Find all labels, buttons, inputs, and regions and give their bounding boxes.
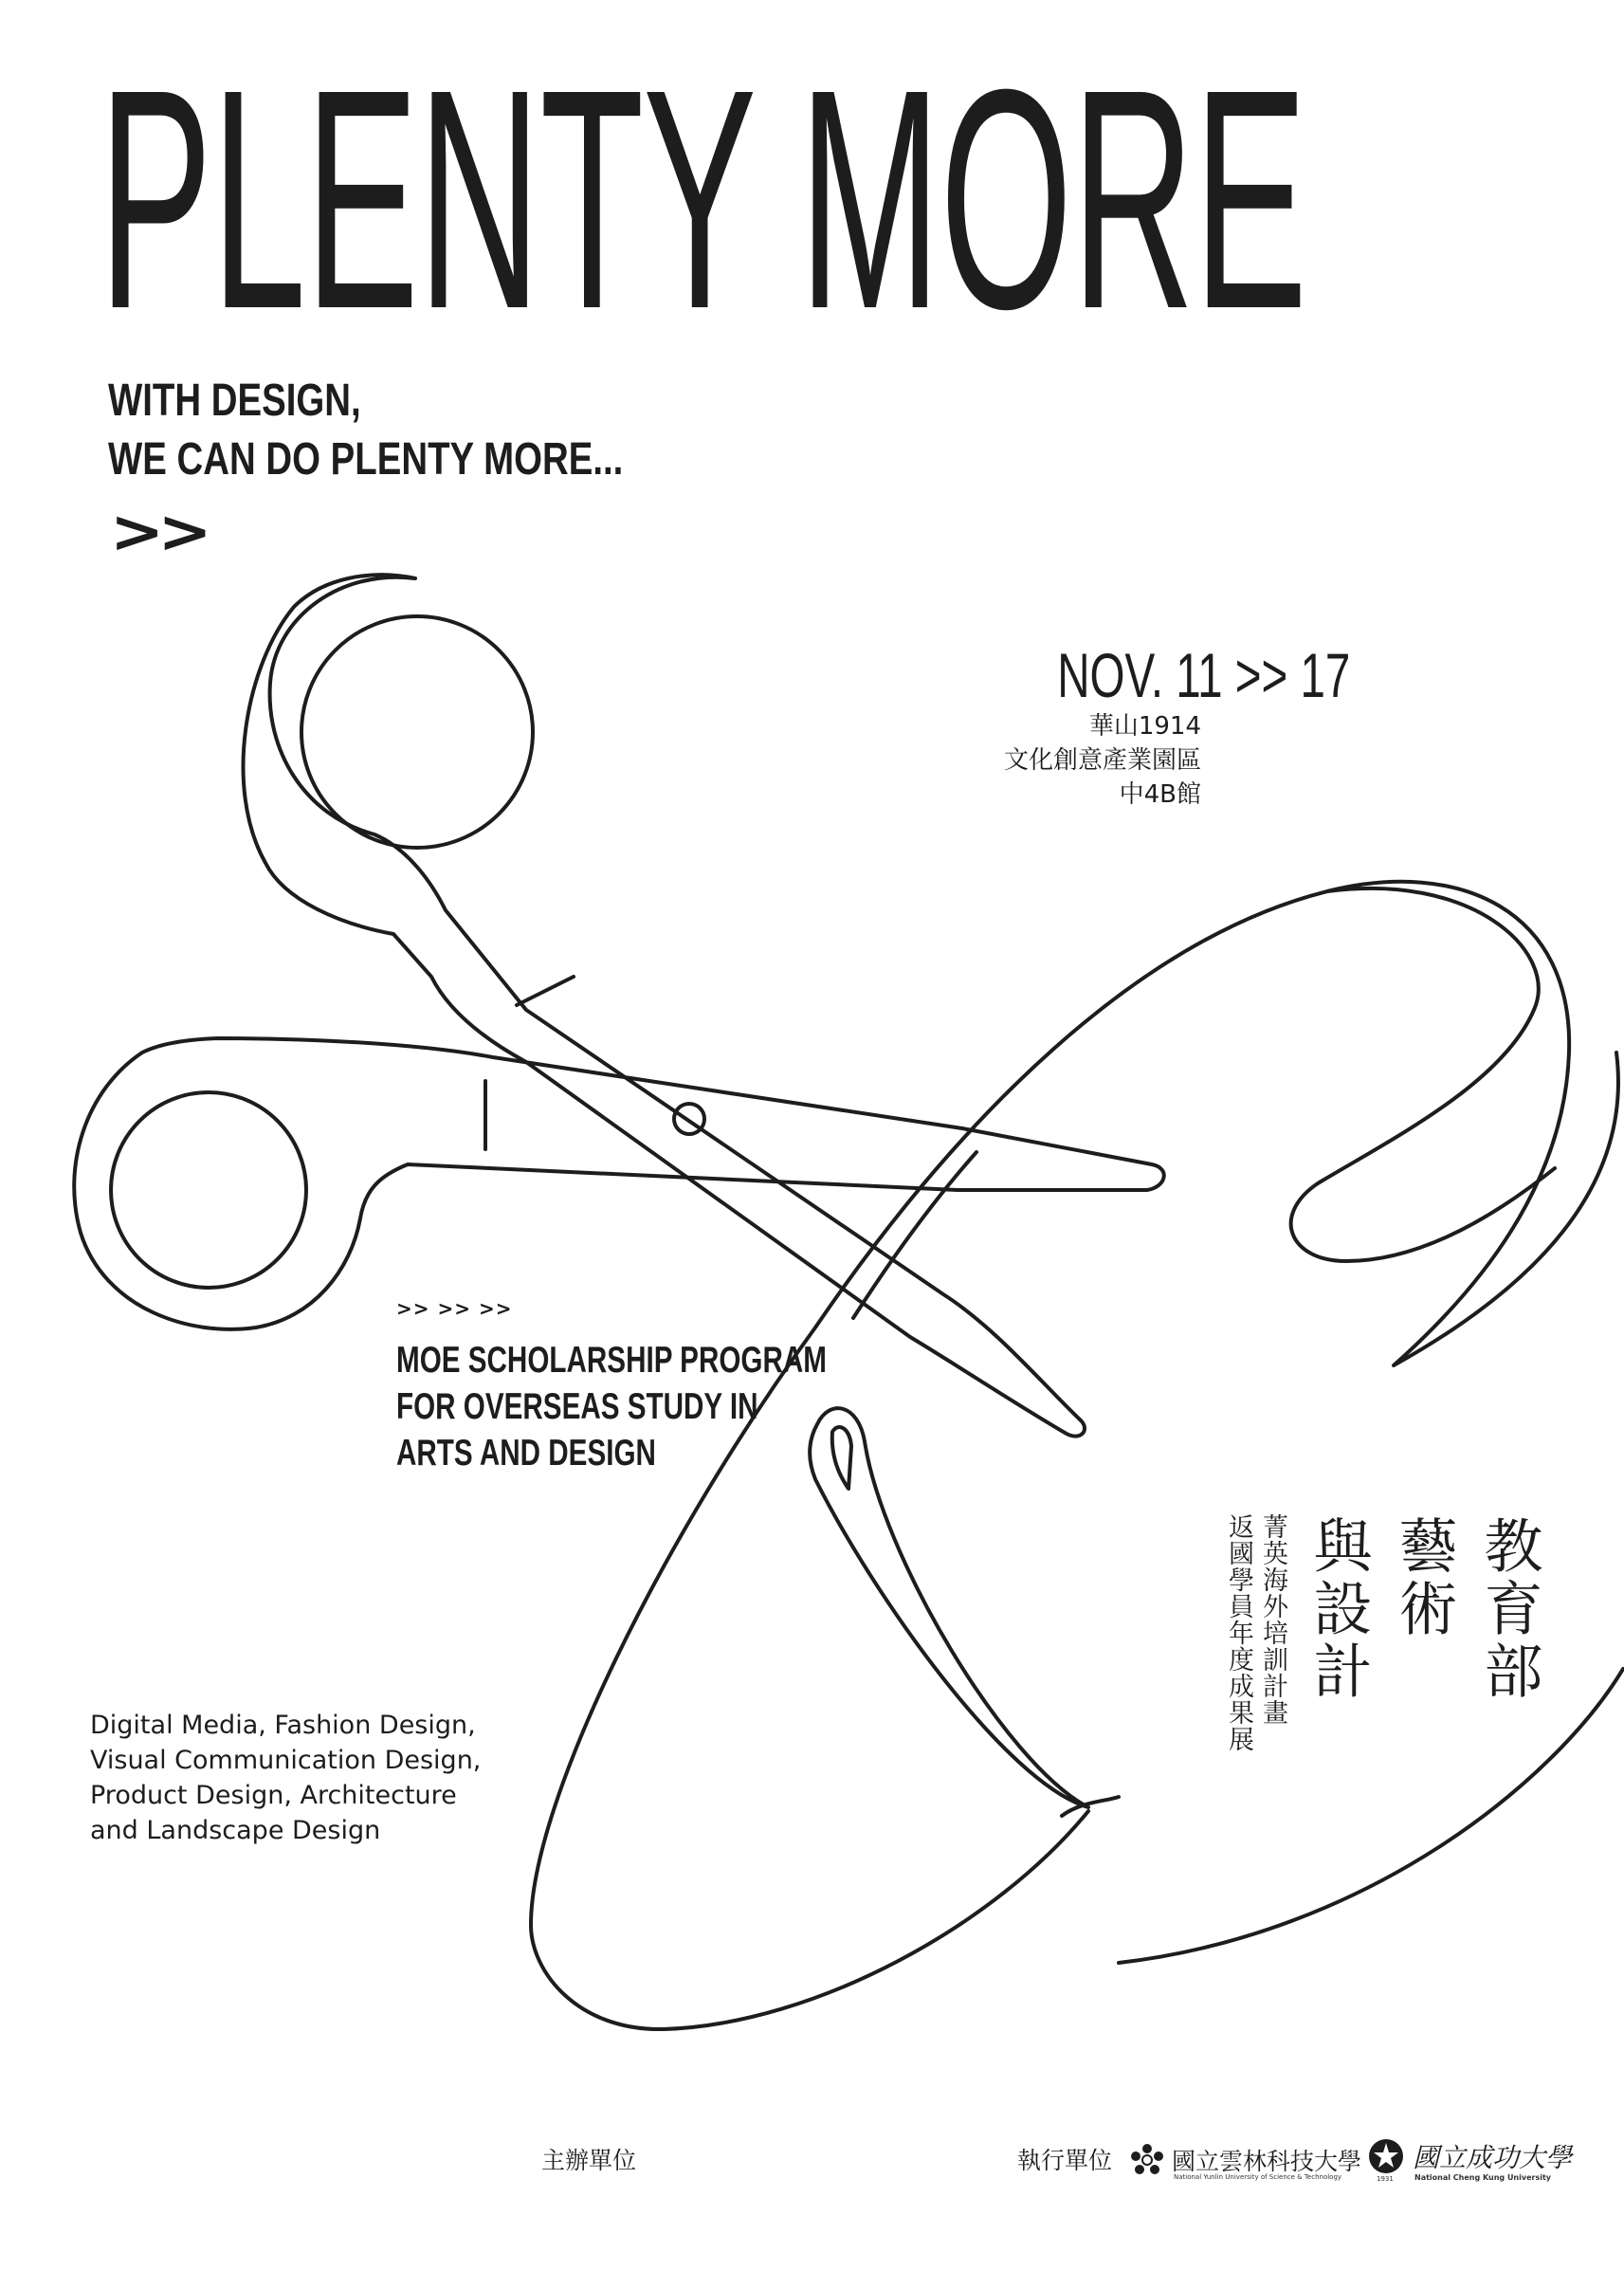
yuntech-logo [1128, 2135, 1362, 2185]
ncku-name-en: National Cheng Kung University [1414, 2173, 1551, 2182]
venue-line-2: 文化創意產業園區 [1003, 746, 1201, 775]
tagline [108, 372, 684, 489]
program-title-line-3: ARTS AND DESIGN [396, 1433, 656, 1474]
chinese-subtitle-col-1: 菁英海外培訓計畫 [1258, 1513, 1287, 1726]
chinese-subtitle-col-2: 返國學員年度成果展 [1224, 1513, 1253, 1752]
chinese-title-col-2: 藝術 [1389, 1515, 1458, 1640]
program-title-line-2: FOR OVERSEAS STUDY IN [396, 1386, 758, 1427]
fields-line-1: Digital Media, Fashion Design, [90, 1711, 476, 1740]
fields-line-3: Product Design, Architecture [90, 1781, 457, 1810]
exhibition-dates [943, 637, 1351, 713]
tagline-line-1: WITH DESIGN, [108, 375, 361, 426]
ncku-logo [1365, 2135, 1573, 2185]
chinese-title-col-1: 教育部 [1474, 1515, 1543, 1703]
ncku-seal-year: 1931 [1377, 2175, 1394, 2183]
fields-line-4: and Landscape Design [90, 1816, 381, 1845]
organizer-label: 主辦單位 [541, 2147, 637, 2174]
program-title [396, 1337, 827, 1476]
yuntech-name-en: National Yunlin University of Science & Technology [1174, 2173, 1342, 2181]
yuntech-name-zh: 國立雲林科技大學 [1172, 2148, 1362, 2175]
program-arrows: >> >> >> [396, 1297, 513, 1320]
executor-label: 執行單位 [1017, 2147, 1113, 2174]
venue-line-1: 華山1914 [1088, 712, 1201, 741]
program-block [396, 1297, 927, 1476]
design-fields [90, 1708, 481, 1848]
headline: PLENTY MORE [99, 24, 1306, 374]
program-title-line-1: MOE SCHOLARSHIP PROGRAM [396, 1340, 827, 1381]
ncku-name-zh: 國立成功大學 [1413, 2142, 1573, 2173]
venue-line-3: 中4B館 [1119, 780, 1201, 809]
dates-text: NOV. 11 >> 17 [1057, 640, 1351, 710]
fields-line-2: Visual Communication Design, [90, 1746, 482, 1775]
chinese-title-col-3: 與設計 [1304, 1515, 1373, 1703]
tagline-chevron-icon: >> [110, 497, 207, 566]
venue [929, 709, 1201, 812]
yuntech-logo-icon [1128, 2143, 1166, 2177]
tagline-line-2: WE CAN DO PLENTY MORE... [108, 434, 624, 485]
